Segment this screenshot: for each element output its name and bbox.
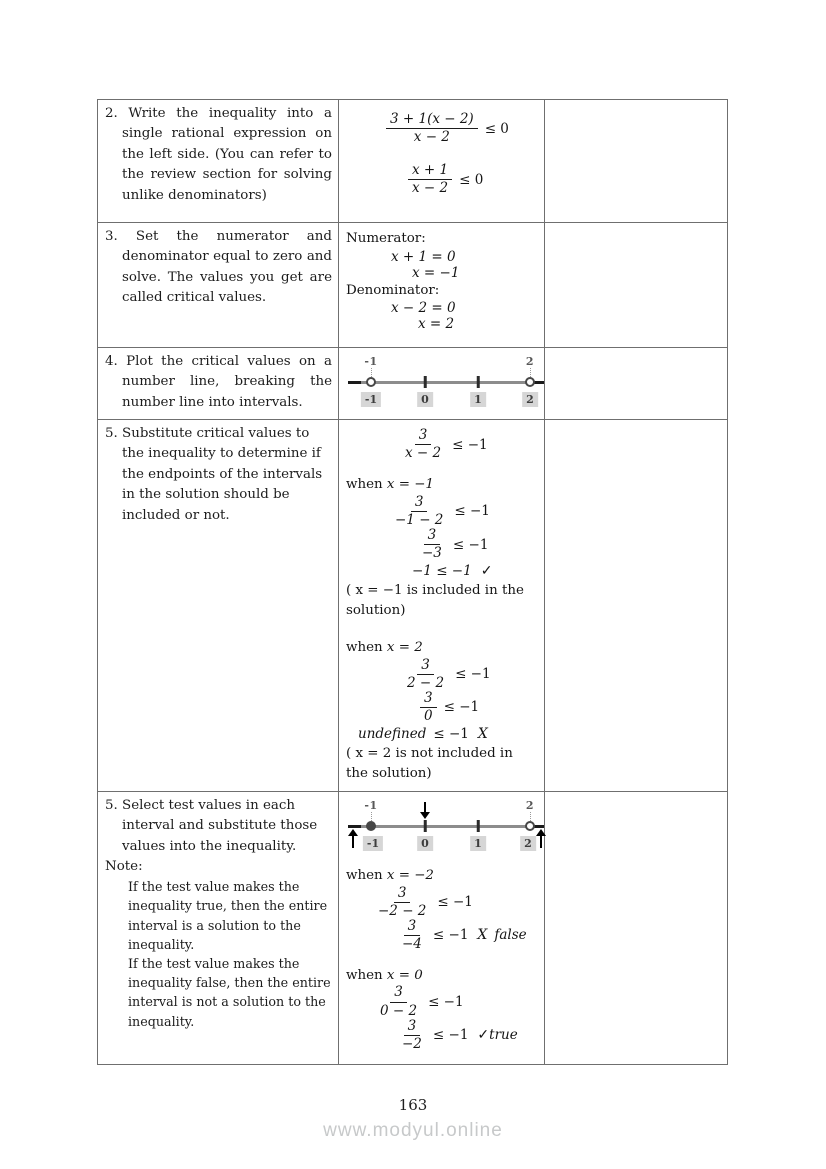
- when-prefix: when: [346, 967, 387, 983]
- equation-line: x = −1: [412, 264, 460, 281]
- number-line-axis: [348, 825, 544, 828]
- fraction: [376, 985, 421, 1018]
- table-row-step2: [98, 100, 728, 223]
- answer-cell: [545, 420, 728, 792]
- answer-cell: [545, 348, 728, 420]
- open-circle-marker: [525, 377, 535, 387]
- result-word: undefined: [358, 726, 427, 743]
- equation-line: x = 2: [418, 316, 455, 332]
- fraction: [391, 495, 447, 528]
- when-prefix: when: [346, 477, 387, 493]
- step3-description: 3. Set the numerator and denominator equal to zero and solve. The values you get are called critical values.: [105, 229, 332, 306]
- cross-mark-icon: X: [477, 927, 488, 944]
- fraction-denominator: −3: [422, 545, 442, 562]
- fraction-numerator: 3: [404, 919, 421, 936]
- equation-line: [418, 528, 538, 561]
- axis-label: 0: [417, 392, 433, 407]
- fraction-numerator: 3: [424, 528, 441, 545]
- tick-mark: [477, 376, 480, 388]
- inequality-relation: ≤ 0: [459, 171, 484, 188]
- axis-label: 2: [522, 392, 538, 407]
- axis-label: 1: [470, 836, 486, 851]
- fraction-denominator: x − 2: [413, 129, 450, 146]
- result-line: [358, 726, 538, 742]
- fraction-denominator: −2: [402, 1035, 422, 1052]
- critical-value-label: 2: [525, 799, 535, 812]
- inequality-relation: ≤ −1: [454, 503, 490, 520]
- inequality-relation: ≤ 0: [484, 120, 509, 137]
- when-prefix: when: [346, 640, 387, 656]
- down-arrow-icon: [420, 802, 430, 819]
- equation-line: [398, 919, 538, 952]
- step5-work-cell: [339, 420, 545, 792]
- fraction-denominator: 0 − 2: [380, 1002, 418, 1019]
- when-value: x = −1: [386, 477, 434, 493]
- equation-line: [403, 658, 538, 691]
- axis-tip: [348, 825, 361, 828]
- equation-line: [386, 112, 538, 145]
- page-number: 163: [398, 1096, 428, 1114]
- check-mark-icon: ✓: [480, 563, 493, 580]
- note-label: Note:: [105, 859, 143, 875]
- critical-value-label: 2: [525, 355, 535, 368]
- step5b-description: 5. Select test values in each interval and substitute those values into the inequality.: [105, 798, 318, 854]
- fraction-numerator: 3: [417, 658, 434, 675]
- critical-value-label: -1: [364, 355, 378, 368]
- step5b-work-cell: [339, 792, 545, 1065]
- table-row-step5: [98, 420, 728, 792]
- fraction-denominator: −1 − 2: [395, 511, 444, 528]
- check-mark-icon: ✓: [477, 1027, 490, 1044]
- inequality-relation: ≤ −1: [433, 726, 469, 743]
- open-circle-marker: [366, 377, 376, 387]
- open-circle-marker: [525, 821, 535, 831]
- fraction: [408, 163, 452, 196]
- fraction-numerator: 3: [404, 1019, 421, 1036]
- fraction-numerator: 3: [394, 886, 411, 903]
- fraction-denominator: x − 2: [405, 445, 442, 462]
- equation-line: [408, 163, 538, 196]
- case-heading: [346, 638, 538, 658]
- fraction-denominator: −2 − 2: [378, 902, 427, 919]
- fraction-numerator: 3: [420, 691, 437, 708]
- arrow-stem: [540, 835, 542, 848]
- equation-line: [376, 985, 538, 1018]
- step5-description-cell: [98, 420, 339, 792]
- axis-tip: [348, 381, 361, 384]
- solution-steps-table: [97, 99, 728, 1065]
- inequality-relation: ≤ −1: [437, 894, 473, 911]
- equation-line: [420, 691, 538, 724]
- fraction: [386, 112, 478, 145]
- result-word: true: [489, 1027, 518, 1044]
- conclusion-text: ( x = 2 is not included in the solution): [346, 746, 513, 781]
- fraction-denominator: 0: [424, 707, 433, 724]
- answer-cell: [545, 100, 728, 223]
- fraction-numerator: 3: [390, 985, 407, 1002]
- case-heading: [346, 866, 538, 886]
- arrow-head: [420, 812, 430, 819]
- arrow-stem: [352, 835, 354, 848]
- axis-label: 2: [520, 836, 536, 851]
- conclusion-text: ( x = −1 is included in the solution): [346, 583, 524, 618]
- table-row-step4: [98, 348, 728, 420]
- axis-label: 0: [417, 836, 433, 851]
- number-line-with-test-values: [348, 799, 544, 856]
- table-row-step3: [98, 223, 728, 348]
- axis-label: 1: [470, 392, 486, 407]
- result-line: [412, 563, 538, 579]
- up-arrow-icon: [536, 829, 546, 848]
- inequality-relation: ≤ −1: [452, 536, 489, 553]
- inequality-relation: ≤ −1: [428, 994, 464, 1011]
- fraction-denominator: 2 − 2: [407, 674, 445, 691]
- step5b-description-cell: [98, 792, 339, 1065]
- fraction-numerator: x + 1: [408, 163, 452, 180]
- fraction-numerator: 3 + 1(x − 2): [386, 112, 478, 129]
- equation-line: [398, 1019, 538, 1052]
- when-value: x = −2: [386, 868, 434, 883]
- inequality-relation: ≤ −1: [443, 699, 480, 716]
- tick-mark: [477, 820, 480, 832]
- equation-line: x + 1 = 0: [391, 248, 456, 265]
- equation-line: x − 2 = 0: [391, 300, 456, 316]
- closed-circle-marker: [366, 821, 376, 831]
- step4-work-cell: [339, 348, 545, 420]
- inequality-relation: ≤ −1: [452, 436, 488, 453]
- cross-mark-icon: X: [477, 726, 488, 743]
- numerator-label: Numerator:: [346, 231, 426, 246]
- fraction: [398, 1019, 426, 1052]
- watermark-url: www.modyul.online: [323, 1120, 503, 1141]
- fraction: [401, 428, 445, 461]
- inequality-relation: ≤ −1: [455, 666, 491, 683]
- result-value: −1 ≤ −1: [412, 563, 472, 580]
- case-heading: [346, 966, 538, 986]
- table-row-step5b: [98, 792, 728, 1065]
- when-prefix: when: [346, 868, 387, 883]
- when-value: x = 0: [386, 967, 423, 983]
- up-arrow-icon: [348, 829, 358, 848]
- fraction: [374, 886, 430, 919]
- fraction: [403, 658, 448, 691]
- equation-line: [391, 495, 538, 528]
- note-paragraph: If the test value makes the inequality true, then the entire interval is a solution to the inequality.: [128, 879, 328, 952]
- step4-description-cell: [98, 348, 339, 420]
- axis-label: -1: [361, 392, 381, 407]
- inequality-relation: ≤ −1: [432, 1027, 469, 1044]
- number-line: [348, 355, 544, 412]
- critical-value-label: -1: [364, 799, 378, 812]
- note-paragraph: If the test value makes the inequality false, then the entire interval is not a solution to the inequality.: [128, 956, 331, 1029]
- denominator-label: Denominator:: [346, 282, 440, 298]
- equation-line: [374, 886, 538, 919]
- step5-description: 5. Substitute critical values to the inequality to determine if the endpoints of the intervals in the solution should be included or not.: [105, 426, 323, 523]
- fraction: [398, 919, 426, 952]
- tick-mark: [424, 376, 427, 388]
- number-line-axis: [348, 381, 544, 384]
- case-heading: [346, 475, 538, 495]
- fraction-denominator: −4: [402, 935, 422, 952]
- answer-cell: [545, 792, 728, 1065]
- axis-label: -1: [363, 836, 383, 851]
- step3-work-cell: [339, 223, 545, 348]
- equation-line: [401, 428, 538, 461]
- step2-work-cell: [339, 100, 545, 223]
- tick-mark: [424, 820, 427, 832]
- result-word: false: [494, 927, 527, 944]
- step4-description: 4. Plot the critical values on a number line, breaking the number line into intervals.: [105, 354, 332, 410]
- inequality-relation: ≤ −1: [432, 927, 469, 944]
- answer-cell: [545, 223, 728, 348]
- when-value: x = 2: [386, 640, 423, 656]
- step2-description-cell: [98, 100, 339, 223]
- fraction: [418, 528, 446, 561]
- fraction-numerator: 3: [415, 428, 432, 445]
- fraction-denominator: x − 2: [412, 180, 449, 197]
- fraction: [420, 691, 437, 724]
- step3-description-cell: [98, 223, 339, 348]
- fraction-numerator: 3: [411, 495, 428, 512]
- step2-description: 2. Write the inequality into a single rational expression on the left side. (You can refer to the review section for solving unlike denominators): [105, 106, 332, 203]
